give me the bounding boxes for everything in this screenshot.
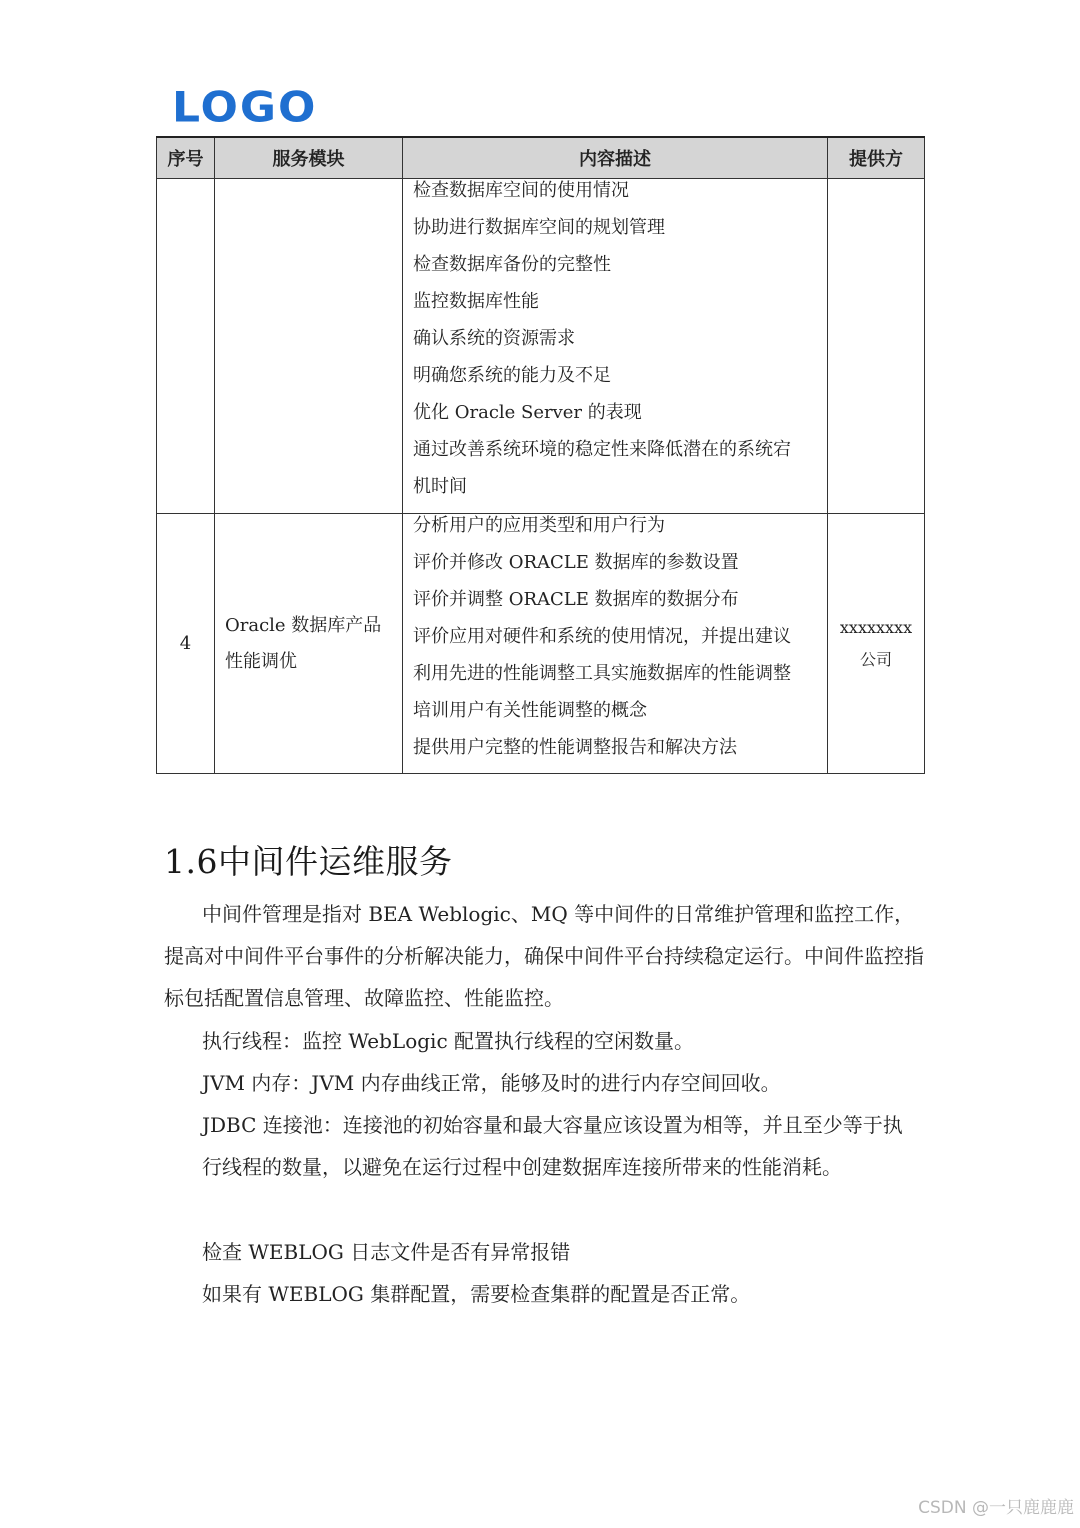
monitor-item-threads: 执行线程：监控 WebLogic 配置执行线程的空闲数量。 <box>202 1029 695 1053</box>
description-item: 协助进行数据库空间的规划管理 <box>413 217 665 238</box>
description-item: 监控数据库性能 <box>413 291 539 312</box>
monitor-item-jdbc: JDBC 连接池：连接池的初始容量和最大容量应该设置为相等，并且至少等于执行线程的数量，以避免在运行过程中创建数据库连接所带来的性能消耗。 <box>202 1113 903 1179</box>
description-item: 通过改善系统环境的稳定性来降低潜在的系统宕 <box>413 439 791 460</box>
description-item: 提供用户完整的性能调整报告和解决方法 <box>413 737 737 758</box>
logo: LOGO <box>172 83 318 132</box>
header-no: 序号 <box>157 137 215 179</box>
monitor-item-jvm: JVM 内存：JVM 内存曲线正常，能够及时的进行内存空间回收。 <box>202 1071 781 1095</box>
watermark: CSDN @一只鹿鹿鹿 <box>918 1498 1074 1518</box>
description-item: 检查数据库备份的完整性 <box>413 254 611 275</box>
cell-module <box>215 514 403 774</box>
section-heading: 1.6中间件运维服务 <box>164 842 453 881</box>
service-table <box>156 136 925 774</box>
cell-no: 4 <box>157 514 215 774</box>
table-header-row <box>157 137 925 179</box>
description-item: 明确您系统的能力及不足 <box>413 365 611 386</box>
header-module: 服务模块 <box>215 137 403 179</box>
monitor-item-cluster: 如果有 WEBLOG 集群配置，需要检查集群的配置是否正常。 <box>202 1282 751 1306</box>
description-item: 检查数据库空间的使用情况 <box>413 180 629 201</box>
header-description: 内容描述 <box>403 137 828 179</box>
description-item: 评价并调整 ORACLE 数据库的数据分布 <box>413 589 739 610</box>
description-item: 培训用户有关性能调整的概念 <box>413 700 647 721</box>
description-item: 利用先进的性能调整工具实施数据库的性能调整 <box>413 663 791 684</box>
provider-line: 公司 <box>859 649 892 669</box>
module-line: 性能调优 <box>225 650 297 672</box>
provider-line: xxxxxxxx <box>839 617 913 637</box>
cell-provider <box>828 179 925 514</box>
description-item: 优化 Oracle Server 的表现 <box>413 402 642 423</box>
description-item: 评价应用对硬件和系统的使用情况，并提出建议 <box>413 626 791 647</box>
cell-module <box>215 179 403 514</box>
table-row <box>157 514 925 774</box>
intro-paragraph: 中间件管理是指对 BEA Weblogic、MQ 等中间件的日常维护管理和监控工作，提高对中间件平台事件的分析解决能力，确保中间件平台持续稳定运行。中间件监控指标包括配置信息管理、故障监控、性能监控。 <box>164 902 924 1010</box>
description-item: 评价并修改 ORACLE 数据库的参数设置 <box>413 552 739 573</box>
description-item: 机时间 <box>413 476 467 497</box>
module-line: Oracle 数据库产品 <box>225 614 382 636</box>
monitor-item-log: 检查 WEBLOG 日志文件是否有异常报错 <box>202 1240 571 1264</box>
table-row <box>157 179 925 514</box>
cell-no <box>157 179 215 514</box>
header-provider: 提供方 <box>828 137 925 179</box>
cell-description <box>403 514 828 774</box>
cell-provider <box>828 514 925 774</box>
description-item: 分析用户的应用类型和用户行为 <box>413 515 665 536</box>
description-item: 确认系统的资源需求 <box>413 328 575 349</box>
cell-description <box>403 179 828 514</box>
